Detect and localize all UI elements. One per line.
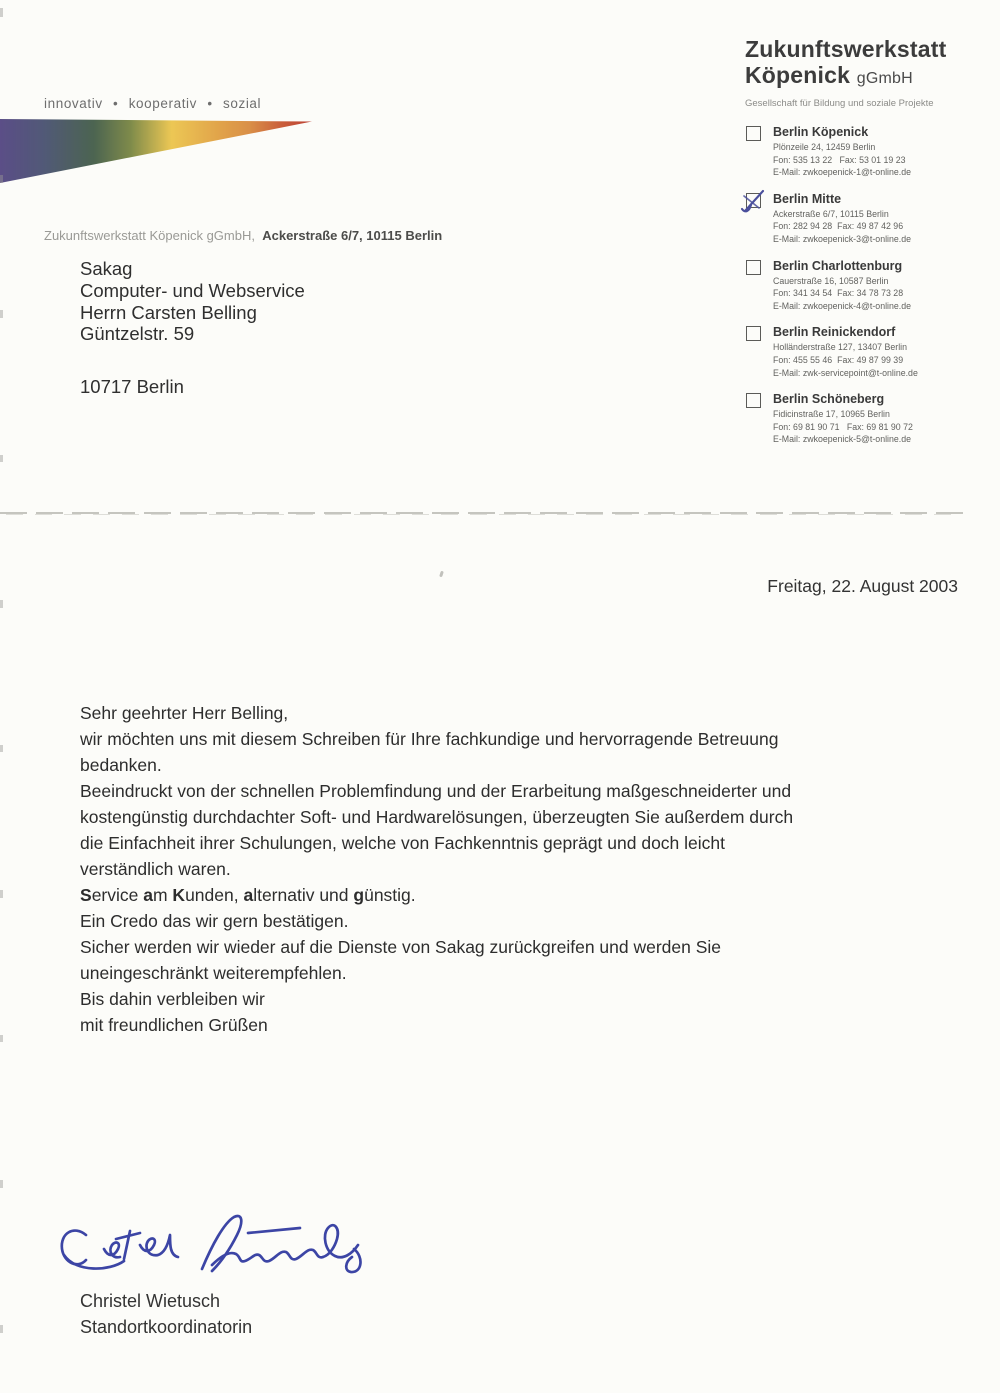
location-entry-charlottenburg <box>745 259 983 313</box>
recipient-company: Sakag <box>80 258 133 279</box>
recipient-city: 10717 Berlin <box>80 376 184 398</box>
recipient-person: Herrn Carsten Belling <box>80 301 257 323</box>
letter-date: Freitag, 22. August 2003 <box>767 576 958 596</box>
sender-street: Ackerstraße 6/7, 10115 Berlin <box>262 228 443 243</box>
paragraph-impressed: Beeindruckt von der schnellen Problemfindung und der Erarbeitung maßgeschneiderter und kostengünstig durchdachter Soft- und Hardwarelösungen, überzeugten Sie außerdem durch die Einfachheit ihrer Schulungen, welche von Fachkenntnis geprägt und doch leicht verständlich waren. <box>80 781 794 879</box>
location-email: E-Mail: zwkoepenick-4@t-online.de <box>773 300 912 311</box>
location-phone: Fon: 341 34 54 Fax: 34 78 73 28 <box>773 288 904 299</box>
location-phone: Fon: 69 81 90 71 Fax: 69 81 90 72 <box>773 421 913 432</box>
location-entry-mitte <box>745 192 983 246</box>
scan-edge-mark <box>0 1325 3 1333</box>
logo-line2: Köpenick <box>745 62 851 88</box>
sender-company: Zukunftswerkstatt Köpenick gGmbH, <box>44 228 255 243</box>
location-entry-koepenick <box>745 125 983 179</box>
location-name: Berlin Köpenick <box>773 125 869 139</box>
paragraph-slogan <box>80 882 940 934</box>
recipient-street: Güntzelstr. 59 <box>80 323 195 345</box>
salutation: Sehr geehrter Herr Belling, <box>80 703 289 723</box>
scan-edge-mark <box>0 745 3 752</box>
scan-edge-mark <box>0 310 3 318</box>
credo-line: Ein Credo das wir gern bestätigen. <box>80 911 349 931</box>
checkbox-unchecked-icon <box>746 126 761 141</box>
company-tagline: innovativ • kooperativ • sozial <box>44 96 262 111</box>
location-phone: Fon: 535 13 22 Fax: 53 01 19 23 <box>773 154 906 165</box>
checkbox-unchecked-icon <box>746 326 761 341</box>
closing-formula: mit freundlichen Grüßen <box>80 1015 268 1035</box>
location-entry-schoeneberg <box>745 392 983 446</box>
location-address: Fidicinstraße 17, 10965 Berlin <box>773 409 890 420</box>
location-entry-reinickendorf <box>745 325 983 379</box>
location-name: Berlin Reinickendorf <box>773 325 896 340</box>
location-email: E-Mail: zwkoepenick-1@t-online.de <box>773 167 912 178</box>
company-subtitle: Gesellschaft für Bildung und soziale Projekte <box>745 98 934 109</box>
letter-body <box>80 700 940 1038</box>
scan-edge-mark <box>0 600 3 608</box>
signer-title: Standortkoordinatorin <box>80 1317 253 1337</box>
scan-edge-mark <box>0 1180 3 1188</box>
scan-edge-mark <box>0 175 3 183</box>
handwritten-checkmark-icon <box>739 187 769 217</box>
paragraph-until-then: Bis dahin verbleiben wir <box>80 989 265 1009</box>
checkbox-unchecked-icon <box>746 260 761 275</box>
scan-edge-mark <box>0 455 3 462</box>
location-address: Ackerstraße 6/7, 10115 Berlin <box>773 208 889 219</box>
location-address: Cauerstraße 16, 10587 Berlin <box>773 275 889 286</box>
location-email: E-Mail: zwkoepenick-5@t-online.de <box>773 434 912 445</box>
logo-line1: Zukunftswerkstatt <box>745 36 947 62</box>
paper-fold-line <box>0 510 1000 518</box>
location-phone: Fon: 455 55 46 Fax: 49 87 99 39 <box>773 354 904 365</box>
paragraph-thanks: wir möchten uns mit diesem Schreiben für Ihre fachkundige und hervorragende Betreuung bedanken. <box>80 729 779 775</box>
rainbow-wedge-logo <box>0 119 312 183</box>
company-logo-title <box>745 36 983 92</box>
location-name: Berlin Schöneberg <box>773 392 885 407</box>
scan-speck <box>439 571 444 578</box>
location-phone: Fon: 282 94 28 Fax: 49 87 42 96 <box>773 221 904 232</box>
location-name: Berlin Charlottenburg <box>773 258 903 273</box>
location-address: Holländerstraße 127, 13407 Berlin <box>773 342 907 353</box>
signer-block <box>80 1288 252 1340</box>
location-address: Plönzeile 24, 12459 Berlin <box>773 142 876 152</box>
slogan-line: Service am Kunden, alternativ und günstig. <box>80 885 416 905</box>
location-name: Berlin Mitte <box>773 191 842 206</box>
location-email: E-Mail: zwkoepenick-3@t-online.de <box>773 233 912 244</box>
recipient-company-line2: Computer- und Webservice <box>80 279 305 301</box>
signer-name: Christel Wietusch <box>80 1291 221 1311</box>
recipient-address-block <box>80 258 305 398</box>
sender-return-address <box>44 228 442 243</box>
letterhead-right-column <box>745 36 983 459</box>
scan-edge-mark <box>0 8 3 17</box>
scan-edge-mark <box>0 890 3 898</box>
checkbox-unchecked-icon <box>746 393 761 408</box>
paragraph-recommendation: Sicher werden wir wieder auf die Dienste von Sakag zurückgreifen und werden Sie uneingeschränkt weiterempfehlen. <box>80 937 722 983</box>
location-email: E-Mail: zwk-servicepoint@t-online.de <box>773 367 918 378</box>
scan-edge-mark <box>0 1035 3 1042</box>
logo-suffix: gGmbH <box>856 70 913 87</box>
